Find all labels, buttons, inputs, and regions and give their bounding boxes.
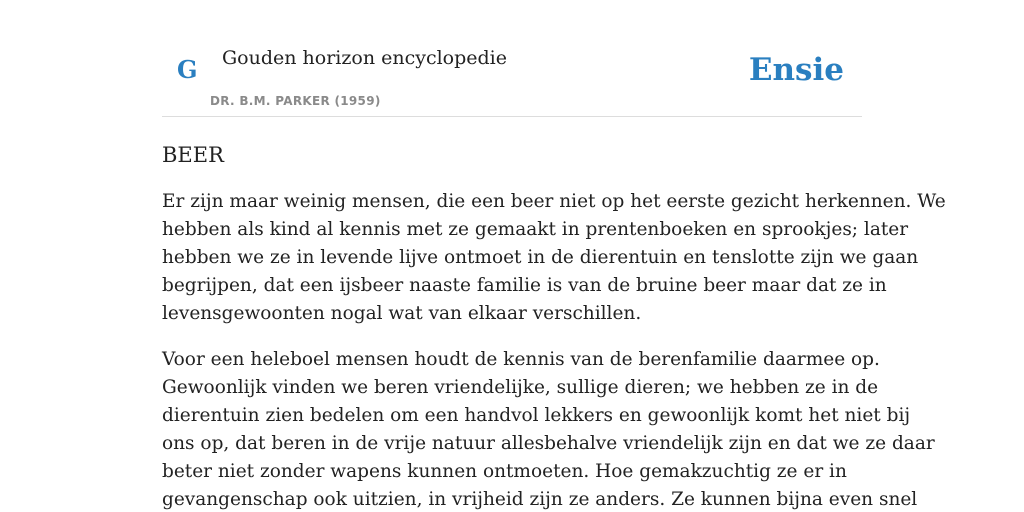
paragraph-line: ons op, dat beren in de vrije natuur allesbehalve vriendelijk zijn en dat we ze daar: [162, 433, 935, 454]
paragraph-line: Er zijn maar weinig mensen, die een beer niet op het eerste gezicht herkennen. We: [162, 191, 946, 212]
work-title-link[interactable]: Gouden horizon encyclopedie: [222, 47, 507, 69]
paragraph-line: levensgewoonten nogal wat van elkaar verschillen.: [162, 303, 642, 324]
paragraph-line: begrijpen, dat een ijsbeer naaste familie is van de bruine beer maar dat ze in: [162, 275, 887, 296]
paragraph-line: Gewoonlijk vinden we beren vriendelijke, sullige dieren; we hebben ze in de: [162, 377, 879, 398]
work-author: DR. B.M. PARKER (1959): [210, 94, 381, 108]
paragraph-line: gevangenschap ook uitzien, in vrijheid zijn ze anders. Ze kunnen bijna even snel: [162, 489, 918, 510]
paragraph-line: dierentuin zien bedelen om een handvol lekkers en gewoonlijk komt het niet bij: [162, 405, 911, 426]
paragraph-line: hebben we ze in levende lijve ontmoet in de dierentuin en tenslotte zijn we gaan: [162, 247, 919, 268]
work-header: [162, 0, 862, 117]
paragraph-line: beter niet zonder wapens kunnen ontmoeten. Hoe gemakzuchtig ze er in: [162, 461, 847, 482]
article-paragraph-1: [162, 188, 946, 328]
ensie-logo-link[interactable]: Ensie: [748, 52, 844, 88]
paragraph-line: Voor een heleboel mensen houdt de kennis van de berenfamilie daarmee op.: [162, 349, 880, 370]
work-logo-icon[interactable]: G: [177, 55, 198, 84]
paragraph-line: hebben als kind al kennis met ze gemaakt in prentenboeken en sprookjes; later: [162, 219, 909, 240]
entry-title: BEER: [162, 143, 224, 167]
article-paragraph-2: [162, 346, 935, 512]
article: [162, 140, 946, 512]
